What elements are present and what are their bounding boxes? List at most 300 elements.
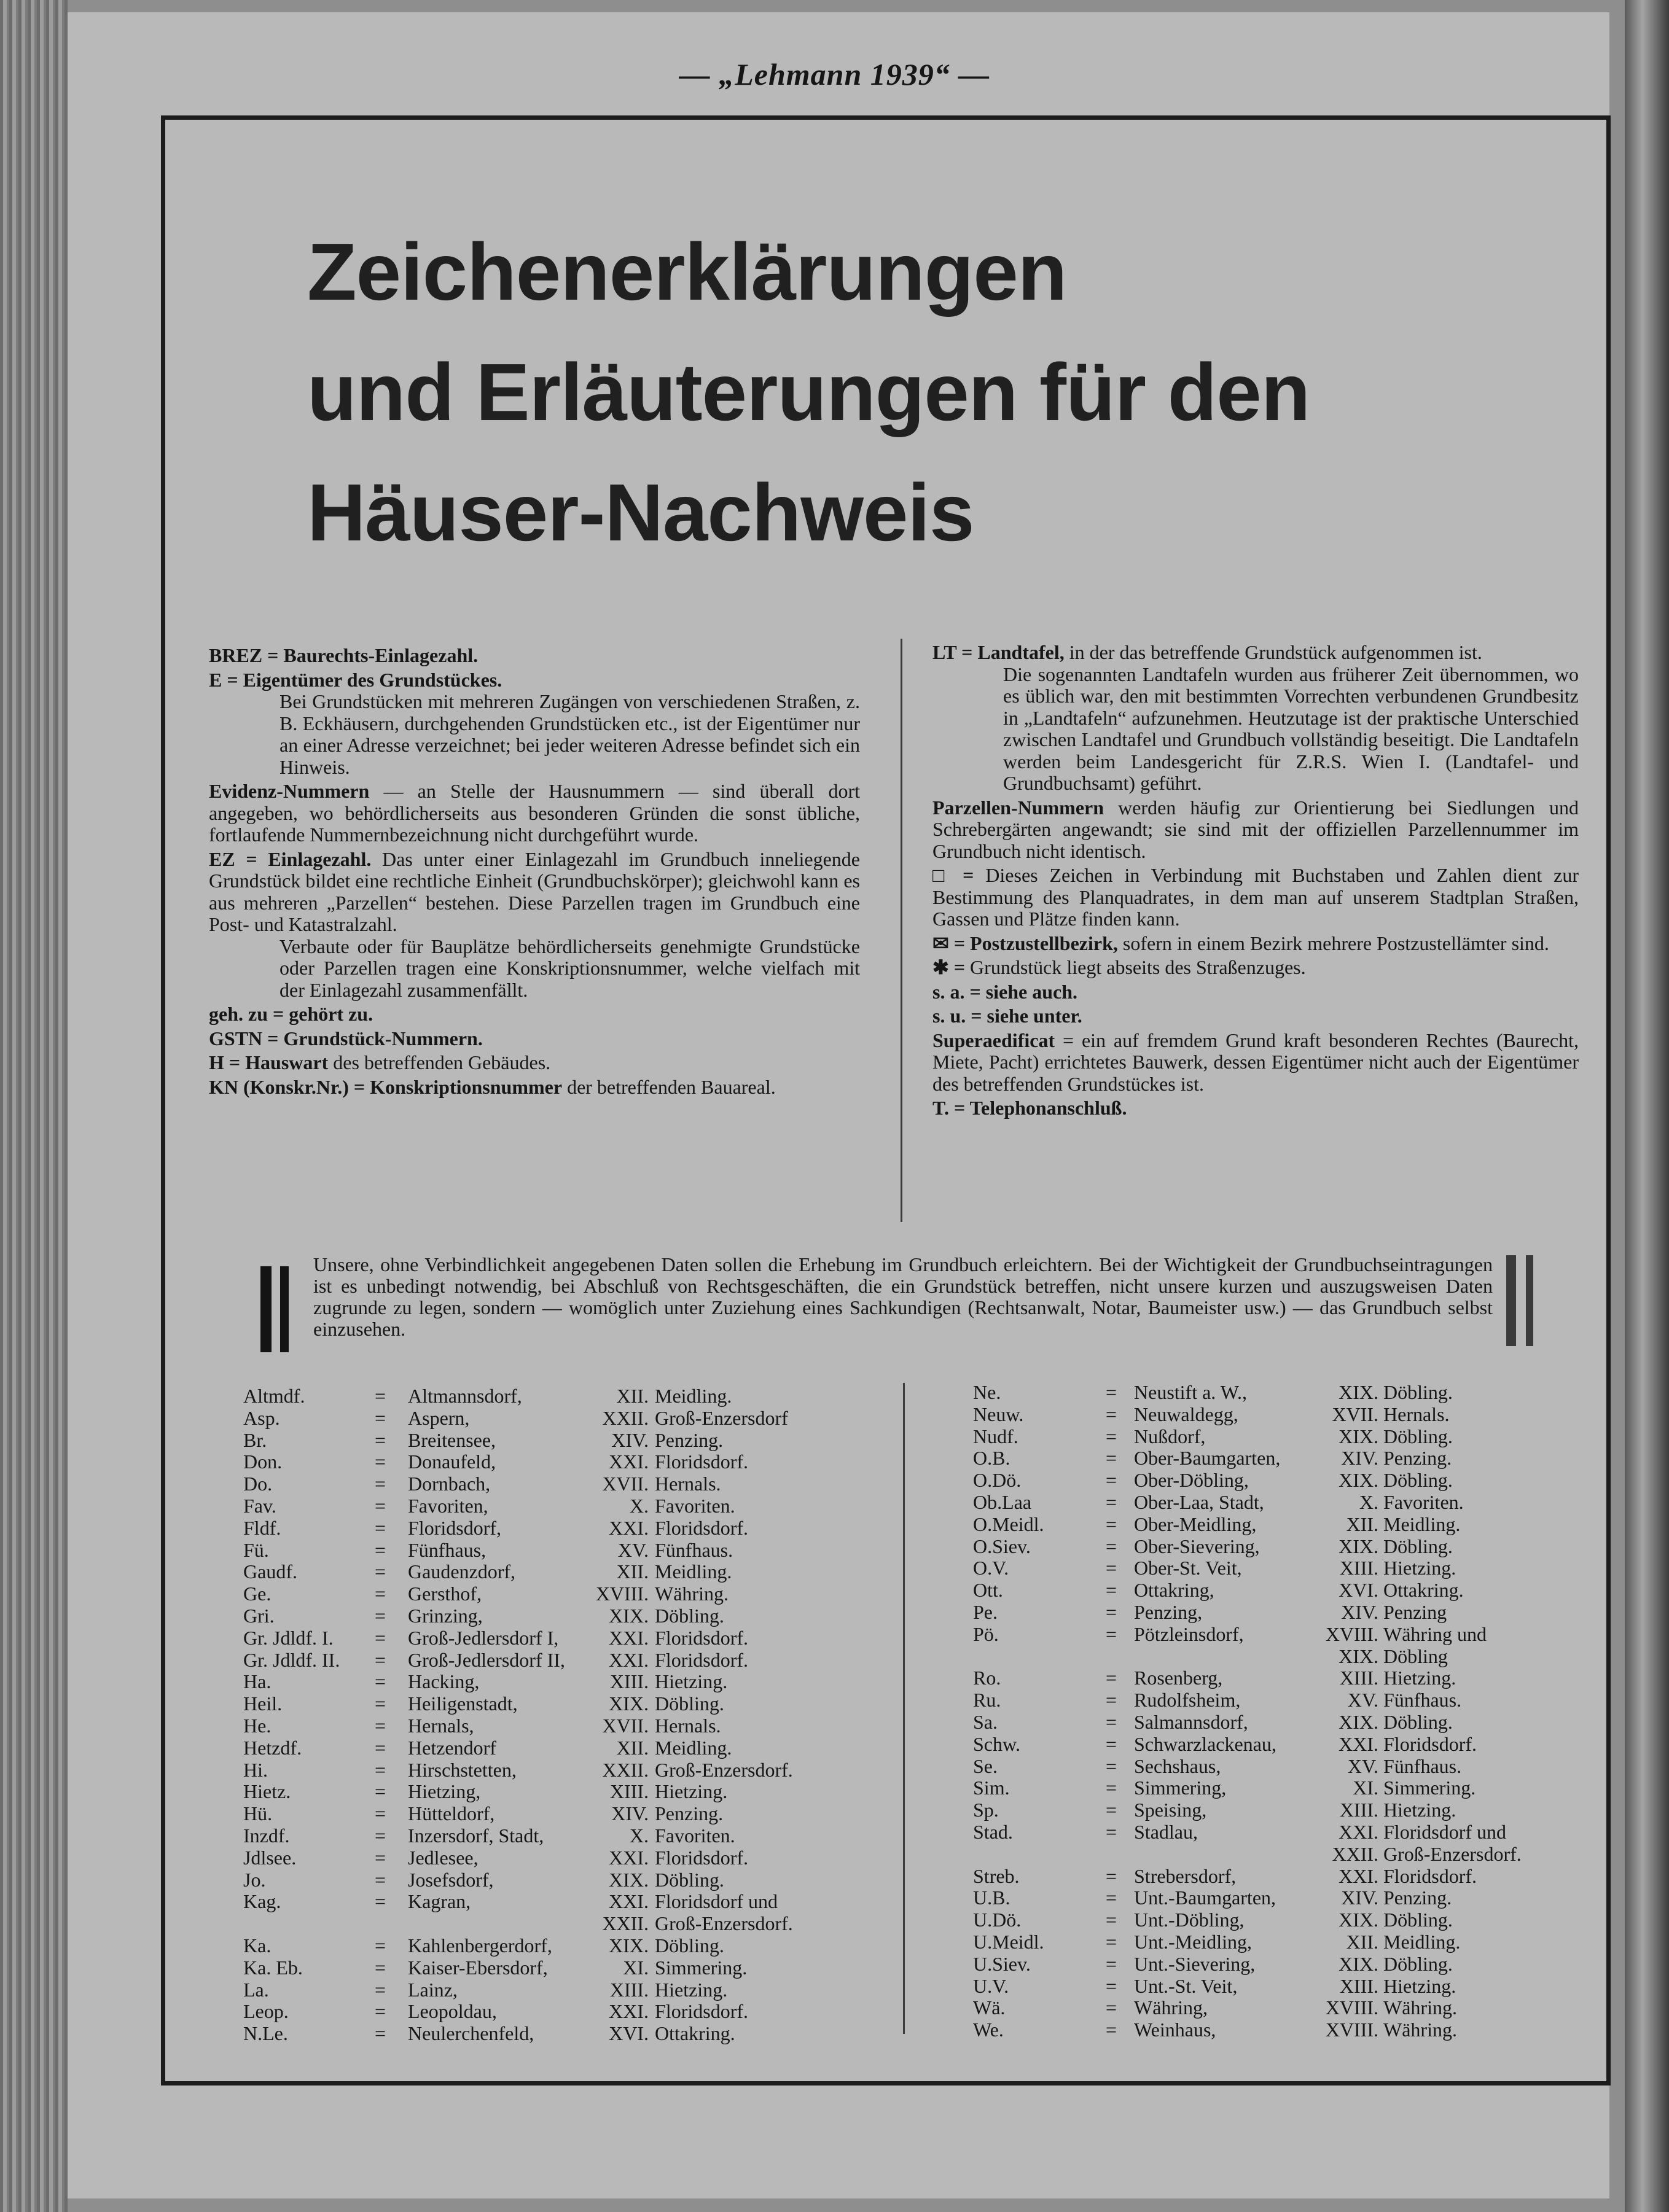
district-number: XV. xyxy=(617,1538,649,1561)
equals-sign: = xyxy=(375,1516,386,1539)
district-number: XIV. xyxy=(1341,1600,1378,1623)
equals-sign: = xyxy=(375,1406,386,1429)
district-number: XII. xyxy=(616,1385,649,1407)
place-name: Hacking, xyxy=(408,1670,480,1693)
district-name: Groß-Enzersdorf xyxy=(655,1406,788,1429)
legend-entry-kn xyxy=(209,1077,860,1099)
district-name: Floridsdorf. xyxy=(1383,1732,1477,1755)
abbreviation: Fldf. xyxy=(243,1516,281,1539)
legend-entry-su xyxy=(932,1005,1579,1027)
equals-sign: = xyxy=(375,1846,386,1869)
place-name: Simmering, xyxy=(1134,1777,1227,1799)
legend-right-column xyxy=(932,642,1579,1122)
district-name: Groß-Enzersdorf. xyxy=(1383,1842,1522,1865)
envelope-icon: ✉ = Postzustellbezirk, xyxy=(932,932,1118,954)
equals-sign: = xyxy=(375,1978,386,2001)
abbreviation: Se. xyxy=(973,1754,998,1777)
abbreviation: N.Le. xyxy=(243,2022,288,2045)
district-number: XI. xyxy=(1353,1777,1378,1799)
legend-text: Grundstück liegt abseits des Straßenzuges. xyxy=(970,956,1306,978)
legend-entry-asterisk xyxy=(932,957,1579,979)
equals-sign: = xyxy=(1106,1909,1117,1931)
equals-sign: = xyxy=(375,1648,386,1671)
district-name: Döbling xyxy=(1383,1645,1448,1667)
abbreviation: Gr. Jdldf. II. xyxy=(243,1648,340,1671)
district-name: Meidling. xyxy=(655,1736,732,1759)
district-name: Groß-Enzersdorf. xyxy=(655,1912,793,1935)
district-name: Fünfhaus. xyxy=(655,1538,733,1561)
district-name: Währing. xyxy=(1383,2019,1457,2041)
asterisk-icon: ✱ = xyxy=(932,956,966,978)
legend-term: Superaedificat xyxy=(932,1029,1055,1051)
abbreviation: Inzdf. xyxy=(243,1824,290,1847)
district-number: XIX. xyxy=(1339,1535,1378,1557)
place-name: Gaudenzdorf, xyxy=(408,1560,516,1583)
legend-term: EZ = Einlagezahl. xyxy=(209,847,372,870)
district-number: XIX. xyxy=(1339,1909,1378,1931)
district-number: XXI. xyxy=(1339,1820,1378,1843)
place-name: Neulerchenfeld, xyxy=(408,2022,534,2045)
place-name: Pötzleinsdorf, xyxy=(1134,1622,1244,1645)
equals-sign: = xyxy=(1106,1689,1117,1712)
place-name: Inzersdorf, Stadt, xyxy=(408,1824,544,1847)
district-number: XXI. xyxy=(609,2000,649,2023)
abbreviation: Sp. xyxy=(973,1799,999,1821)
equals-sign: = xyxy=(1106,1754,1117,1777)
legend-entry-planquadrat xyxy=(932,865,1579,930)
district-name: Döbling. xyxy=(1383,1381,1453,1403)
abbreviation: Kag. xyxy=(243,1890,281,1913)
equals-sign: = xyxy=(375,1670,386,1693)
district-name: Favoriten. xyxy=(655,1824,735,1847)
place-name: Unt.-Baumgarten, xyxy=(1134,1887,1276,1909)
legend-term: T. = Telephonanschluß. xyxy=(932,1097,1127,1119)
notice-bar-right xyxy=(1506,1255,1533,1346)
abbreviation: U.Siev. xyxy=(973,1952,1031,1975)
district-name: Döbling. xyxy=(655,1868,724,1891)
district-name: Döbling. xyxy=(1383,1710,1453,1733)
abbreviation: Fü. xyxy=(243,1538,269,1561)
equals-sign: = xyxy=(1106,1425,1117,1447)
abbreviation: Altmdf. xyxy=(243,1385,305,1407)
equals-sign: = xyxy=(1106,1490,1117,1513)
abbreviation: Pe. xyxy=(973,1600,998,1623)
place-name: Unt.-Döbling, xyxy=(1134,1909,1245,1931)
district-name: Döbling. xyxy=(1383,1535,1453,1557)
district-number: XII. xyxy=(616,1736,649,1759)
equals-sign: = xyxy=(375,1934,386,1957)
equals-sign: = xyxy=(1106,1557,1117,1579)
district-number: XV. xyxy=(1347,1754,1378,1777)
legend-term: KN (Konskr.Nr.) = Konskriptionsnummer xyxy=(209,1075,563,1098)
abbreviation: U.V. xyxy=(973,1974,1009,1997)
district-name: Groß-Enzersdorf. xyxy=(655,1758,793,1781)
district-name: Hietzing. xyxy=(655,1978,728,2001)
legend-text: werden häufig zur Orientierung bei Siedlungen und Schrebergärten angewandt; sie sind mit der offiziellen Parzellennummer im Grundbuch nicht identisch. xyxy=(932,796,1579,862)
legend-entry-brez xyxy=(209,645,860,667)
district-name: Favoriten. xyxy=(655,1494,735,1517)
district-name: Ottakring. xyxy=(655,2022,735,2045)
place-name: Strebersdorf, xyxy=(1134,1864,1237,1887)
district-number: XXII. xyxy=(602,1758,649,1781)
place-name: Ober-Laa, Stadt, xyxy=(1134,1490,1264,1513)
place-name: Altmannsdorf, xyxy=(408,1385,522,1407)
legend-text: = ein auf fremdem Grund kraft besonderen Rechtes (Baurecht, Miete, Pacht) errichtetes Bauwerk, dessen Eigentümer nicht auch der Eigentümer des betreffenden Grundstückes ist. xyxy=(932,1029,1579,1095)
district-number: XIII. xyxy=(609,1670,649,1693)
district-number: XXI. xyxy=(609,1516,649,1539)
district-number: X. xyxy=(629,1494,649,1517)
place-name: Neuwaldegg, xyxy=(1134,1403,1238,1425)
district-number: XIX. xyxy=(1339,1425,1378,1447)
district-name: Floridsdorf. xyxy=(1383,1864,1477,1887)
place-name: Stadlau, xyxy=(1134,1820,1198,1843)
district-number: XIX. xyxy=(1339,1952,1378,1975)
district-number: XIII. xyxy=(1339,1974,1378,1997)
district-number: XVI. xyxy=(609,2022,649,2045)
district-number: XIV. xyxy=(1341,1447,1378,1470)
legend-left-column xyxy=(209,645,860,1100)
equals-sign: = xyxy=(375,1692,386,1715)
equals-sign: = xyxy=(375,1780,386,1803)
district-name: Floridsdorf. xyxy=(655,1516,748,1539)
district-number: XIX. xyxy=(1339,1469,1378,1492)
legend-text-extra: Verbaute oder für Bauplätze behördlicherseits genehmigte Grundstücke oder Parzellen tragen eine Konskriptionsnummer, welche vielfach mit der Einlagezahl zusammenfällt. xyxy=(279,935,860,1001)
legend-text: der betreffenden Bauareal. xyxy=(567,1075,776,1098)
district-name: Floridsdorf. xyxy=(655,1451,748,1473)
place-name: Neustift a. W., xyxy=(1134,1381,1247,1403)
place-name: Fünfhaus, xyxy=(408,1538,487,1561)
abbreviation: Fav. xyxy=(243,1494,276,1517)
abbreviation: Jo. xyxy=(243,1868,266,1891)
equals-sign: = xyxy=(375,1758,386,1781)
legend-term: BREZ = Baurechts-Einlagezahl. xyxy=(209,644,479,666)
district-name: Döbling. xyxy=(655,1692,724,1715)
legend-entry-evidenz xyxy=(209,781,860,846)
district-number: XV. xyxy=(1347,1689,1378,1712)
equals-sign: = xyxy=(1106,1799,1117,1821)
abbreviation: O.B. xyxy=(973,1447,1010,1470)
district-number: XXI. xyxy=(1339,1732,1378,1755)
legend-entry-gstn xyxy=(209,1028,860,1050)
place-name: Heiligenstadt, xyxy=(408,1692,518,1715)
place-name: Gersthof, xyxy=(408,1583,482,1605)
title-line-2: und Erläuterungen für den xyxy=(307,347,1310,437)
equals-sign: = xyxy=(1106,1535,1117,1557)
district-number: XIX. xyxy=(609,1868,649,1891)
place-name: Weinhaus, xyxy=(1134,2019,1216,2041)
equals-sign: = xyxy=(1106,1381,1117,1403)
district-name: Penzing. xyxy=(1383,1887,1452,1909)
abbreviation: Ge. xyxy=(243,1583,272,1605)
district-name: Fünfhaus. xyxy=(1383,1754,1462,1777)
abbreviation: Hietz. xyxy=(243,1780,291,1803)
abbreviation: O.Siev. xyxy=(973,1535,1031,1557)
district-name: Floridsdorf. xyxy=(655,2000,748,2023)
district-name: Döbling. xyxy=(1383,1909,1453,1931)
district-name: Hietzing. xyxy=(1383,1557,1456,1579)
equals-sign: = xyxy=(1106,1732,1117,1755)
equals-sign: = xyxy=(1106,1579,1117,1602)
abbreviation: Pö. xyxy=(973,1622,999,1645)
district-number: XXII. xyxy=(602,1912,649,1935)
abbreviation: O.Dö. xyxy=(973,1469,1022,1492)
place-name: Schwarzlackenau, xyxy=(1134,1732,1276,1755)
legend-term: LT = Landtafel, xyxy=(932,641,1065,663)
district-name: Meidling. xyxy=(655,1560,732,1583)
abbreviation: Sim. xyxy=(973,1777,1010,1799)
district-number: XVII. xyxy=(602,1473,649,1495)
legend-entry-lt xyxy=(932,642,1579,795)
district-number: XXI. xyxy=(609,1626,649,1649)
district-name: Floridsdorf. xyxy=(655,1846,748,1869)
legend-text-extra: Die sogenannten Landtafeln wurden aus früherer Zeit übernommen, wo es üblich war, den mit bestimmten Vorrechten verbundenen Grundbesitz in „Landtafeln“ aufzunehmen. Heutzutage ist der praktische Unterschied zwischen Landtafel und Grundbuch vollständig beseitigt. Die Landtafeln werden beim Landesgericht für Z.R.S. Wien I. (Landtafel- und Grundbuchsamt) geführt. xyxy=(1003,663,1579,794)
legend-term: GSTN = Grundstück-Nummern. xyxy=(209,1027,483,1050)
place-name: Josefsdorf, xyxy=(408,1868,494,1891)
abbreviation: Hi. xyxy=(243,1758,268,1781)
district-name: Meidling. xyxy=(1383,1930,1461,1953)
equals-sign: = xyxy=(1106,1864,1117,1887)
equals-sign: = xyxy=(375,1385,386,1407)
abbreviation: Jdlsee. xyxy=(243,1846,297,1869)
district-name: Währing. xyxy=(1383,1996,1457,2019)
district-number: XVIII. xyxy=(595,1583,649,1605)
district-number: XIII. xyxy=(609,1978,649,2001)
equals-sign: = xyxy=(375,1560,386,1583)
place-name: Ober-Meidling, xyxy=(1134,1513,1257,1535)
equals-sign: = xyxy=(375,1714,386,1737)
district-number: XIX. xyxy=(609,1692,649,1715)
place-name: Donaufeld, xyxy=(408,1451,496,1473)
legend-entry-t xyxy=(932,1097,1579,1120)
district-number: XIX. xyxy=(609,1604,649,1627)
place-name: Kahlenbergerdorf, xyxy=(408,1934,552,1957)
place-name: Nußdorf, xyxy=(1134,1425,1206,1447)
district-number: XVIII. xyxy=(1325,1996,1378,2019)
abbreviation: Sa. xyxy=(973,1710,998,1733)
place-name: Groß-Jedlersdorf I, xyxy=(408,1626,559,1649)
square-symbol-icon: □ = xyxy=(932,864,974,886)
place-name: Rosenberg, xyxy=(1134,1667,1223,1689)
place-name: Grinzing, xyxy=(408,1604,483,1627)
place-name: Hietzing, xyxy=(408,1780,481,1803)
district-number: XVII. xyxy=(1332,1403,1378,1425)
district-name: Döbling. xyxy=(1383,1469,1453,1492)
district-number: XII. xyxy=(616,1560,649,1583)
abbreviation: Br. xyxy=(243,1428,267,1451)
district-name: Hietzing. xyxy=(655,1670,728,1693)
place-name: Salmannsdorf, xyxy=(1134,1710,1248,1733)
equals-sign: = xyxy=(375,1604,386,1627)
district-number: XXI. xyxy=(1339,1864,1378,1887)
district-number: XXII. xyxy=(602,1406,649,1429)
district-name: Fünfhaus. xyxy=(1383,1689,1462,1712)
legend-text: des betreffenden Gebäudes. xyxy=(333,1051,551,1073)
place-name: Ober-Baumgarten, xyxy=(1134,1447,1281,1470)
abbreviation: Stad. xyxy=(973,1820,1013,1843)
equals-sign: = xyxy=(375,1824,386,1847)
district-name: Döbling. xyxy=(1383,1952,1453,1975)
equals-sign: = xyxy=(375,1538,386,1561)
district-number: XII. xyxy=(1346,1513,1378,1535)
abbreviation: Ru. xyxy=(973,1689,1001,1712)
district-number: XIV. xyxy=(611,1428,649,1451)
legend-entry-sa xyxy=(932,981,1579,1003)
running-head: — „Lehmann 1939“ — xyxy=(679,57,990,92)
place-name: Hetzendorf xyxy=(408,1736,496,1759)
district-name: Floridsdorf. xyxy=(655,1648,748,1671)
place-name: Unt.-Meidling, xyxy=(1134,1930,1252,1953)
district-name: Hernals. xyxy=(655,1473,721,1495)
notice-bar-left xyxy=(260,1266,289,1352)
book-edge-right xyxy=(1625,0,1669,2212)
district-name: Simmering. xyxy=(655,1956,748,1979)
column-divider xyxy=(901,639,902,1222)
abbreviation: Streb. xyxy=(973,1864,1020,1887)
place-name: Hütteldorf, xyxy=(408,1802,495,1825)
abbreviation: Wä. xyxy=(973,1996,1006,2019)
place-name: Ober-St. Veit, xyxy=(1134,1557,1242,1579)
place-name: Ober-Sievering, xyxy=(1134,1535,1260,1557)
equals-sign: = xyxy=(1106,1974,1117,1997)
place-name: Lainz, xyxy=(408,1978,458,2001)
district-number: XII. xyxy=(1346,1930,1378,1953)
district-number: XIII. xyxy=(1339,1667,1378,1689)
abbreviation: Gaudf. xyxy=(243,1560,297,1583)
legend-text: sofern in einem Bezirk mehrere Postzustellämter sind. xyxy=(1122,932,1549,954)
abbreviation: Heil. xyxy=(243,1692,283,1715)
district-name: Währing und xyxy=(1383,1622,1487,1645)
legend-term: s. a. = siehe auch. xyxy=(932,980,1078,1003)
title-line-1: Zeichenerklärungen xyxy=(307,227,1067,317)
district-name: Döbling. xyxy=(655,1934,724,1957)
equals-sign: = xyxy=(1106,1820,1117,1843)
page-title xyxy=(307,212,1548,573)
place-name: Hernals, xyxy=(408,1714,474,1737)
equals-sign: = xyxy=(375,1626,386,1649)
equals-sign: = xyxy=(1106,1952,1117,1975)
equals-sign: = xyxy=(1106,1996,1117,2019)
place-name: Kaiser-Ebersdorf, xyxy=(408,1956,548,1979)
district-number: XIX. xyxy=(609,1934,649,1957)
district-name: Favoriten. xyxy=(1383,1490,1464,1513)
district-number: XXI. xyxy=(609,1890,649,1913)
place-name: Dornbach, xyxy=(408,1473,491,1495)
equals-sign: = xyxy=(1106,1403,1117,1425)
legend-entry-parzellen xyxy=(932,797,1579,863)
district-number: XVIII. xyxy=(1325,1622,1378,1645)
district-name: Döbling. xyxy=(1383,1425,1453,1447)
abbreviation-divider xyxy=(903,1383,905,2034)
district-name: Hernals. xyxy=(655,1714,721,1737)
district-number: X. xyxy=(629,1824,649,1847)
district-name: Währing. xyxy=(655,1583,729,1605)
legend-term: Parzellen-Nummern xyxy=(932,796,1104,819)
title-line-3: Häuser-Nachweis xyxy=(307,467,974,558)
equals-sign: = xyxy=(375,1451,386,1473)
equals-sign: = xyxy=(1106,1513,1117,1535)
district-number: XXI. xyxy=(609,1648,649,1671)
place-name: Jedlesee, xyxy=(408,1846,479,1869)
place-name: Sechshaus, xyxy=(1134,1754,1221,1777)
equals-sign: = xyxy=(375,2022,386,2045)
district-number: XVII. xyxy=(602,1714,649,1737)
legend-term: H = Hauswart xyxy=(209,1051,329,1073)
equals-sign: = xyxy=(375,1868,386,1891)
equals-sign: = xyxy=(375,1583,386,1605)
district-number: XXII. xyxy=(1332,1842,1378,1865)
abbreviation: O.V. xyxy=(973,1557,1009,1579)
abbreviation: Ob.Laa xyxy=(973,1490,1032,1513)
abbreviation: Gr. Jdldf. I. xyxy=(243,1626,334,1649)
legend-entry-ez xyxy=(209,849,860,1002)
district-number: XIII. xyxy=(1339,1557,1378,1579)
district-name: Penzing. xyxy=(655,1802,724,1825)
district-number: XI. xyxy=(623,1956,649,1979)
legend-text: Bei Grundstücken mit mehreren Zugängen von verschiedenen Straßen, z. B. Eckhäusern, durchgehenden Grundstücken etc., ist der Eigentümer nur an einer Adresse verzeichnet; bei jeder weiteren Adresse befindet sich ein Hinweis. xyxy=(279,690,860,778)
abbreviation: Ne. xyxy=(973,1381,1001,1403)
district-name: Hietzing. xyxy=(655,1780,728,1803)
abbreviation: We. xyxy=(973,2019,1004,2041)
abbreviation: Do. xyxy=(243,1473,273,1495)
equals-sign: = xyxy=(1106,2019,1117,2041)
place-name: Kagran, xyxy=(408,1890,471,1913)
district-number: XIII. xyxy=(1339,1799,1378,1821)
district-name: Hietzing. xyxy=(1383,1667,1456,1689)
district-name: Penzing. xyxy=(1383,1447,1452,1470)
equals-sign: = xyxy=(1106,1667,1117,1689)
district-name: Meidling. xyxy=(655,1385,732,1407)
place-name: Penzing, xyxy=(1134,1600,1203,1623)
equals-sign: = xyxy=(1106,1930,1117,1953)
equals-sign: = xyxy=(1106,1887,1117,1909)
equals-sign: = xyxy=(1106,1469,1117,1492)
abbreviation: Schw. xyxy=(973,1732,1021,1755)
district-number: XIX. xyxy=(1339,1381,1378,1403)
legend-text: Das unter einer Einlagezahl im Grundbuch inneliegende Grundstück bildet eine rechtliche Einheit (Grundbuchskörper); gleichwohl kann es aus mehreren „Parzellen“ bestehen. Diese Parzellen tragen im Grundbuch eine Post- und Katastralzahl. xyxy=(209,847,860,935)
legend-term: geh. zu = gehört zu. xyxy=(209,1003,373,1025)
equals-sign: = xyxy=(375,2000,386,2023)
abbreviation: Asp. xyxy=(243,1406,280,1429)
abbreviation: La. xyxy=(243,1978,269,2001)
abbreviation: Ott. xyxy=(973,1579,1003,1602)
legend-entry-geh xyxy=(209,1003,860,1026)
place-name: Ober-Döbling, xyxy=(1134,1469,1249,1492)
legend-entry-superaedificat xyxy=(932,1030,1579,1096)
abbreviation: Ha. xyxy=(243,1670,272,1693)
place-name: Leopoldau, xyxy=(408,2000,497,2023)
place-name: Ottakring, xyxy=(1134,1579,1214,1602)
district-name: Penzing xyxy=(1383,1600,1447,1623)
equals-sign: = xyxy=(375,1956,386,1979)
legend-text: — an Stelle der Hausnummern — sind überall dort angegeben, wo behördlicherseits aus besonderen Gründen die sonst übliche, fortlaufende Nummernbezeichnung nicht durchgeführt wurde. xyxy=(209,780,861,846)
equals-sign: = xyxy=(375,1802,386,1825)
equals-sign: = xyxy=(1106,1447,1117,1470)
district-number: XVIII. xyxy=(1325,2019,1378,2041)
place-name: Favoriten, xyxy=(408,1494,488,1517)
equals-sign: = xyxy=(375,1428,386,1451)
equals-sign: = xyxy=(375,1473,386,1495)
legend-entry-postzustellbezirk xyxy=(932,933,1579,955)
abbreviation: Ka. xyxy=(243,1934,272,1957)
place-name: Groß-Jedlersdorf II, xyxy=(408,1648,565,1671)
district-name: Floridsdorf und xyxy=(1383,1820,1506,1843)
legend-entry-e xyxy=(209,669,860,779)
abbreviation: Neuw. xyxy=(973,1403,1024,1425)
place-name: Währing, xyxy=(1134,1996,1208,2019)
equals-sign: = xyxy=(375,1494,386,1517)
district-name: Hietzing. xyxy=(1383,1974,1456,1997)
place-name: Unt.-St. Veit, xyxy=(1134,1974,1238,1997)
